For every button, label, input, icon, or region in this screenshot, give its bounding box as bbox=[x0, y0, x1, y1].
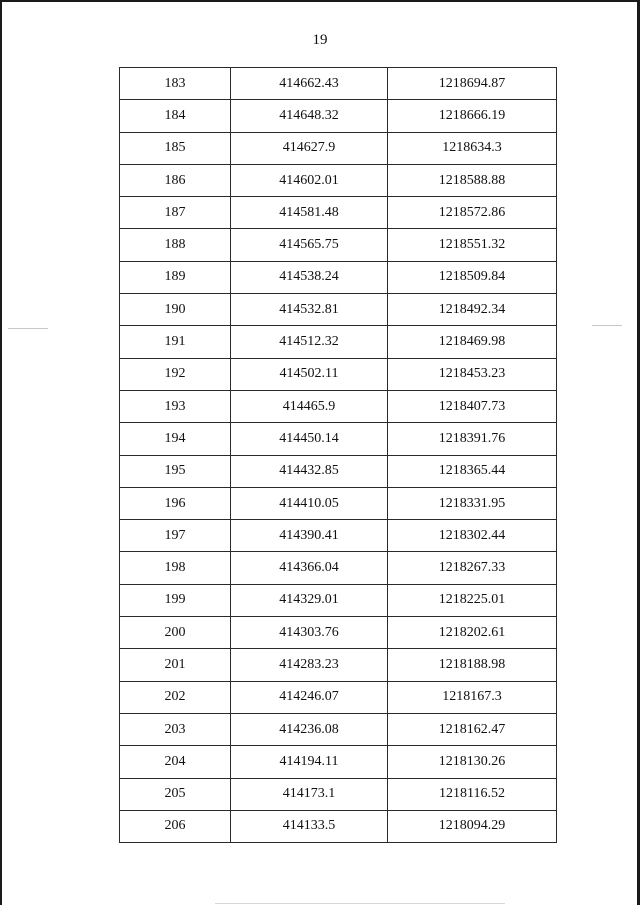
table-row bbox=[120, 229, 557, 261]
point-number-cell: 191 bbox=[120, 326, 231, 358]
point-number-cell: 190 bbox=[120, 294, 231, 326]
table-row bbox=[120, 617, 557, 649]
y-coordinate-cell: 1218167.3 bbox=[388, 681, 557, 713]
y-coordinate-cell: 1218130.26 bbox=[388, 746, 557, 778]
table-row bbox=[120, 326, 557, 358]
y-coordinate-cell: 1218509.84 bbox=[388, 261, 557, 293]
point-number-cell: 196 bbox=[120, 487, 231, 519]
point-number-cell: 183 bbox=[120, 68, 231, 100]
point-number-cell: 198 bbox=[120, 552, 231, 584]
y-coordinate-cell: 1218694.87 bbox=[388, 68, 557, 100]
y-coordinate-cell: 1218572.86 bbox=[388, 197, 557, 229]
x-coordinate-cell: 414602.01 bbox=[231, 164, 388, 196]
x-coordinate-cell: 414432.85 bbox=[231, 455, 388, 487]
point-number-cell: 194 bbox=[120, 423, 231, 455]
y-coordinate-cell: 1218202.61 bbox=[388, 617, 557, 649]
table-row bbox=[120, 681, 557, 713]
x-coordinate-cell: 414194.11 bbox=[231, 746, 388, 778]
y-coordinate-cell: 1218116.52 bbox=[388, 778, 557, 810]
x-coordinate-cell: 414565.75 bbox=[231, 229, 388, 261]
table-row bbox=[120, 520, 557, 552]
x-coordinate-cell: 414648.32 bbox=[231, 100, 388, 132]
point-number-cell: 202 bbox=[120, 681, 231, 713]
y-coordinate-cell: 1218666.19 bbox=[388, 100, 557, 132]
point-number-cell: 203 bbox=[120, 713, 231, 745]
point-number-cell: 195 bbox=[120, 455, 231, 487]
table-row bbox=[120, 552, 557, 584]
y-coordinate-cell: 1218391.76 bbox=[388, 423, 557, 455]
scan-speck bbox=[592, 325, 622, 326]
x-coordinate-cell: 414390.41 bbox=[231, 520, 388, 552]
scan-speck bbox=[8, 328, 48, 329]
table-row bbox=[120, 294, 557, 326]
point-number-cell: 197 bbox=[120, 520, 231, 552]
y-coordinate-cell: 1218634.3 bbox=[388, 132, 557, 164]
point-number-cell: 201 bbox=[120, 649, 231, 681]
x-coordinate-cell: 414133.5 bbox=[231, 810, 388, 842]
y-coordinate-cell: 1218365.44 bbox=[388, 455, 557, 487]
point-number-cell: 186 bbox=[120, 164, 231, 196]
table-row bbox=[120, 132, 557, 164]
x-coordinate-cell: 414662.43 bbox=[231, 68, 388, 100]
table-row bbox=[120, 197, 557, 229]
point-number-cell: 199 bbox=[120, 584, 231, 616]
point-number-cell: 205 bbox=[120, 778, 231, 810]
coordinate-table-body bbox=[120, 68, 557, 843]
point-number-cell: 193 bbox=[120, 390, 231, 422]
table-row bbox=[120, 649, 557, 681]
x-coordinate-cell: 414465.9 bbox=[231, 390, 388, 422]
table-row bbox=[120, 261, 557, 293]
table-row bbox=[120, 584, 557, 616]
scan-border-left bbox=[0, 0, 2, 905]
y-coordinate-cell: 1218453.23 bbox=[388, 358, 557, 390]
y-coordinate-cell: 1218225.01 bbox=[388, 584, 557, 616]
y-coordinate-cell: 1218188.98 bbox=[388, 649, 557, 681]
x-coordinate-cell: 414450.14 bbox=[231, 423, 388, 455]
y-coordinate-cell: 1218331.95 bbox=[388, 487, 557, 519]
point-number-cell: 192 bbox=[120, 358, 231, 390]
x-coordinate-cell: 414236.08 bbox=[231, 713, 388, 745]
page-number: 19 bbox=[312, 32, 328, 48]
table-row bbox=[120, 164, 557, 196]
x-coordinate-cell: 414532.81 bbox=[231, 294, 388, 326]
point-number-cell: 200 bbox=[120, 617, 231, 649]
table-row bbox=[120, 713, 557, 745]
point-number-cell: 188 bbox=[120, 229, 231, 261]
y-coordinate-cell: 1218469.98 bbox=[388, 326, 557, 358]
table-row bbox=[120, 358, 557, 390]
x-coordinate-cell: 414329.01 bbox=[231, 584, 388, 616]
x-coordinate-cell: 414627.9 bbox=[231, 132, 388, 164]
y-coordinate-cell: 1218551.32 bbox=[388, 229, 557, 261]
y-coordinate-cell: 1218492.34 bbox=[388, 294, 557, 326]
x-coordinate-cell: 414502.11 bbox=[231, 358, 388, 390]
y-coordinate-cell: 1218094.29 bbox=[388, 810, 557, 842]
table-row bbox=[120, 423, 557, 455]
point-number-cell: 187 bbox=[120, 197, 231, 229]
x-coordinate-cell: 414366.04 bbox=[231, 552, 388, 584]
y-coordinate-cell: 1218267.33 bbox=[388, 552, 557, 584]
x-coordinate-cell: 414303.76 bbox=[231, 617, 388, 649]
table-row bbox=[120, 746, 557, 778]
y-coordinate-cell: 1218588.88 bbox=[388, 164, 557, 196]
x-coordinate-cell: 414283.23 bbox=[231, 649, 388, 681]
scan-speck bbox=[215, 903, 505, 904]
table-row bbox=[120, 455, 557, 487]
point-number-cell: 189 bbox=[120, 261, 231, 293]
point-number-cell: 184 bbox=[120, 100, 231, 132]
table-row bbox=[120, 100, 557, 132]
table-row bbox=[120, 487, 557, 519]
x-coordinate-cell: 414246.07 bbox=[231, 681, 388, 713]
y-coordinate-cell: 1218302.44 bbox=[388, 520, 557, 552]
x-coordinate-cell: 414581.48 bbox=[231, 197, 388, 229]
y-coordinate-cell: 1218407.73 bbox=[388, 390, 557, 422]
point-number-cell: 185 bbox=[120, 132, 231, 164]
x-coordinate-cell: 414512.32 bbox=[231, 326, 388, 358]
x-coordinate-cell: 414410.05 bbox=[231, 487, 388, 519]
table-row bbox=[120, 390, 557, 422]
table-row bbox=[120, 778, 557, 810]
table-row bbox=[120, 68, 557, 100]
point-number-cell: 206 bbox=[120, 810, 231, 842]
y-coordinate-cell: 1218162.47 bbox=[388, 713, 557, 745]
x-coordinate-cell: 414538.24 bbox=[231, 261, 388, 293]
x-coordinate-cell: 414173.1 bbox=[231, 778, 388, 810]
coordinate-table bbox=[119, 67, 557, 843]
point-number-cell: 204 bbox=[120, 746, 231, 778]
scan-border-top bbox=[0, 0, 640, 2]
table-row bbox=[120, 810, 557, 842]
